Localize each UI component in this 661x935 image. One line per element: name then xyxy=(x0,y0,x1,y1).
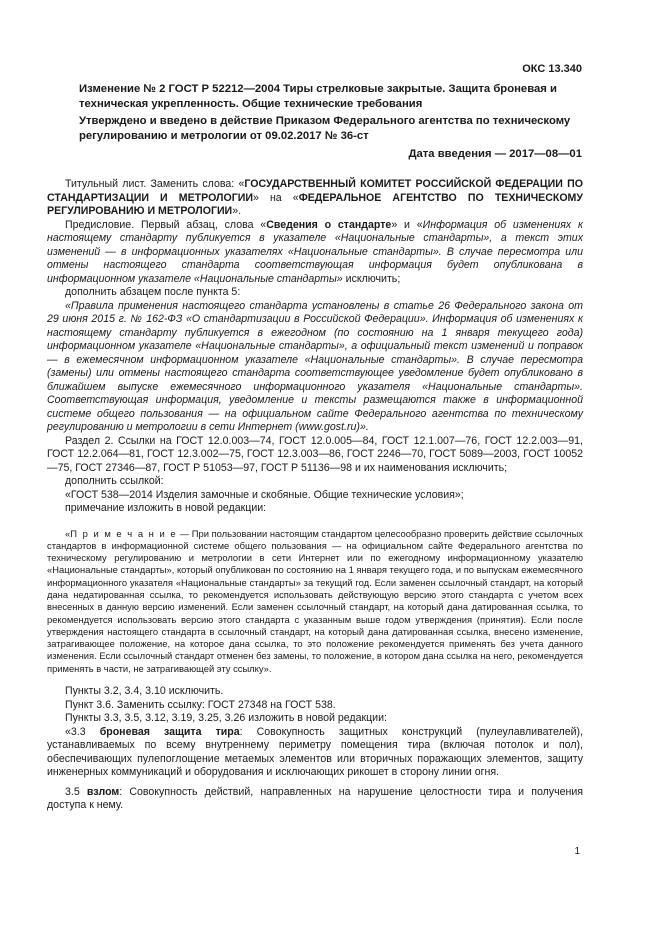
paragraph-rules-of-application: «Правила применения настоящего стандарта установлены в статье 26 Федерального закона от 29 июня 2015 г. № 162-ФЗ «О стандартизации в Российской Федерации». Информация об изменениях к настоящему стандарту публикуется в ежегодном (по состоянию на 1 января текущего года) информационном указателе «Национальные стандарты», а официальный текст изменений и поправок — в ежемесячном информационном указателе «Национальные стандарты». В случае пересмотра (замены) или отмены настоящего стандарта соответствующее уведомление будет опубликовано в ближайшем выпуске ежемесячного информационного указателя «Национальные стандарты». Соответствующая информация, уведомление и тексты размещаются также в информационной системе общего пользования — на официальном сайте Федерального агентства по техническому регулированию и метрологии в сети Интернет (www.gost.ru)». xyxy=(47,299,583,433)
paragraph-title-page: Титульный лист. Заменить слова: «ГОСУДАРСТВЕННЫЙ КОМИТЕТ РОССИЙСКОЙ ФЕДЕРАЦИИ ПО СТАНДАРТИЗАЦИИ И МЕТРОЛОГИИ» на «ФЕДЕРАЛЬНОЕ АГЕНТСТВО ПО ТЕХНИЧЕСКОМУ РЕГУЛИРОВАНИЮ И МЕТРОЛОГИИ». xyxy=(47,178,583,217)
paragraph-gost-538: «ГОСТ 538—2014 Изделия замочные и скобяные. Общие технические условия»; xyxy=(65,488,464,501)
introduction-date: Дата введения — 2017—08—01 xyxy=(408,148,582,160)
paragraph-item-3-6: Пункт 3.6. Заменить ссылку: ГОСТ 27348 на ГОСТ 538. xyxy=(65,698,336,711)
paragraph-items-new-edition: Пункты 3.3, 3.5, 3.12, 3.19, 3.25, 3.26 изложить в новой редакции: xyxy=(65,712,387,725)
document-body xyxy=(47,178,583,813)
amendment-title: Изменение № 2 ГОСТ Р 52212—2004 Тиры стрелковые закрытые. Защита броневая и техническая укрепленность. Общие технические требования xyxy=(79,83,557,110)
approval-statement: Утверждено и введено в действие Приказом Федерального агентства по техническому регулированию и метрологии от 09.02.2017 № 36-ст xyxy=(79,115,571,142)
okc-code: ОКС 13.340 xyxy=(522,63,582,75)
note-label: П р и м е ч а н и е xyxy=(70,527,178,539)
paragraph-3-5: 3.5 взлом: Совокупность действий, направленных на нарушение целостности тира и получения доступа к нему. xyxy=(47,785,584,812)
paragraph-add-after-5: дополнить абзацем после пункта 5: xyxy=(65,286,241,298)
paragraph-note-intro: примечание изложить в новой редакции: xyxy=(65,502,267,514)
page-number: 1 xyxy=(574,846,580,857)
note-block: «П р и м е ч а н и е — При пользовании настоящим стандартом целесообразно проверить действие ссылочных стандартов в информационной системе общего пользования — на официальном сайте Федерального агентства по техническому регулированию и метрологии в сети Интернет или по ежегодному информационному указателю «Национальные стандарты», который опубликован по состоянию на 1 января текущего года, и по выпускам ежемесячного информационного указателя «Национальные стандарты» за текущий год. Если заменен ссылочный стандарт, на который дана недатированная ссылка, то рекомендуется использовать действующую версию этого стандарта с учетом всех внесенных в данную версию изменений. Если заменен ссылочный стандарт, на который дана датированная ссылка, то рекомендуется использовать версию этого стандарта с указанным выше годом утверждения (принятия). Если после утверждения настоящего стандарта в ссылочный стандарт, на который дана датированная ссылка, внесено изменение, затрагивающее положение, на которое дана ссылка, то это положение рекомендуется применять без учета данного изменения. Если ссылочный стандарт отменен без замены, то положение, в котором дана ссылка на него, рекомендуется применять в части, не затрагивающей эту ссылку». xyxy=(47,527,583,674)
paragraph-section-2: Раздел 2. Ссылки на ГОСТ 12.0.003—74, ГОСТ 12.0.005—84, ГОСТ 12.1.007—76, ГОСТ 12.2.003—91, ГОСТ 12.2.064—81, ГОСТ 12.3.002—75, ГОСТ 12.3.003—86, ГОСТ 2246—70, ГОСТ 5089—2003, ГОСТ 10052—75, ГОСТ 27346—87, ГОСТ Р 51053—97, ГОСТ Р 51136—98 и их наименования исключить; xyxy=(47,434,583,474)
paragraph-3-3: «3.3 броневая защита тира: Совокупность защитных конструкций (пулеулавливателей), устанавливаемых по всему внутреннему периметру помещения тира (включая потолок и пол), обеспечивающих пулепоглощение метаемых элементов или вторичных поражающих элементов, защиту инженерных коммуникаций и оборудования и исключающих рикошет в сторону линии огня. xyxy=(47,725,583,779)
paragraph-items-excluded: Пункты 3.2, 3.4, 3.10 исключить. xyxy=(65,685,224,698)
paragraph-preface: Предисловие. Первый абзац, слова «Сведения о стандарте» и «Информация об изменениях к настоящему стандарту публикуется в указателе «Национальные стандарты», а текст этих изменений — в информационных указателях «Национальные стандарты». В случае пересмотра или отмены настоящего стандарта соответствующая информация будет опубликована в информационном указателе «Национальные стандарты» исключить; xyxy=(47,218,583,285)
paragraph-add-reference: дополнить ссылкой: xyxy=(65,475,164,487)
